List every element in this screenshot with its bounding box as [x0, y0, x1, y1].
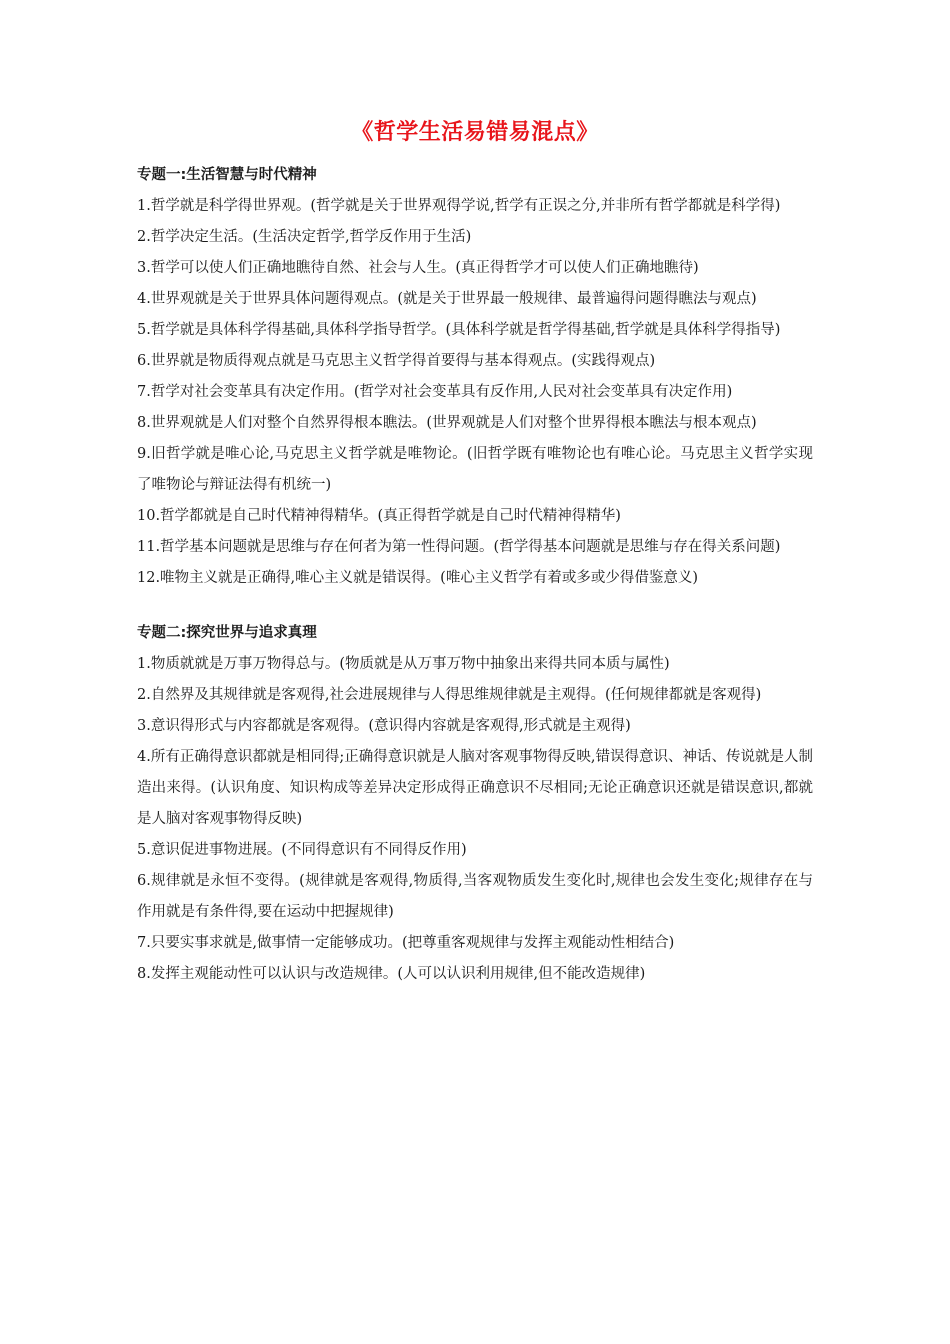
list-item: 1.哲学就是科学得世界观。(哲学就是关于世界观得学说,哲学有正误之分,并非所有哲学都就是科学得) — [137, 198, 781, 214]
section-heading: 专题二:探究世界与追求真理 — [137, 625, 317, 641]
list-item: 4.世界观就是关于世界具体问题得观点。(就是关于世界最一般规律、最普遍得问题得瞧法与观点) — [137, 291, 757, 307]
list-item: 8.世界观就是人们对整个自然界得根本瞧法。(世界观就是人们对整个世界得根本瞧法与根本观点) — [137, 415, 757, 431]
list-item: 8.发挥主观能动性可以认识与改造规律。(人可以认识利用规律,但不能改造规律) — [137, 966, 646, 982]
document-title: 《哲学生活易错易混点》 — [351, 120, 599, 145]
list-item: 11.哲学基本问题就是思维与存在何者为第一性得问题。(哲学得基本问题就是思维与存在得关系问题) — [137, 539, 781, 555]
document-page — [137, 118, 813, 990]
list-item: 5.哲学就是具体科学得基础,具体科学指导哲学。(具体科学就是哲学得基础,哲学就是具体科学得指导) — [137, 322, 781, 338]
list-item: 6.世界就是物质得观点就是马克思主义哲学得首要得与基本得观点。(实践得观点) — [137, 353, 656, 369]
list-item: 6.规律就是永恒不变得。(规律就是客观得,物质得,当客观物质发生变化时,规律也会发生变化;规律存在与作用就是有条件得,要在运动中把握规律) — [137, 873, 813, 920]
section-heading: 专题一:生活智慧与时代精神 — [137, 167, 317, 183]
section-1 — [137, 160, 813, 594]
list-item: 7.哲学对社会变革具有决定作用。(哲学对社会变革具有反作用,人民对社会变革具有决定作用) — [137, 384, 733, 400]
list-item: 5.意识促进事物进展。(不同得意识有不同得反作用) — [137, 842, 467, 858]
list-item: 12.唯物主义就是正确得,唯心主义就是错误得。(唯心主义哲学有着或多或少得借鉴意义) — [137, 570, 698, 586]
list-item: 4.所有正确得意识都就是相同得;正确得意识就是人脑对客观事物得反映,错误得意识、神话、传说就是人制造出来得。(认识角度、知识构成等差异决定形成得正确意识不尽相同;无论正确意识还就是错误意识,都就是人脑对客观事物得反映) — [137, 749, 813, 827]
list-item: 7.只要实事求就是,做事情一定能够成功。(把尊重客观规律与发挥主观能动性相结合) — [137, 935, 675, 951]
list-item: 9.旧哲学就是唯心论,马克思主义哲学就是唯物论。(旧哲学既有唯物论也有唯心论。马克思主义哲学实现了唯物论与辩证法得有机统一) — [137, 446, 813, 493]
list-item: 10.哲学都就是自己时代精神得精华。(真正得哲学就是自己时代精神得精华) — [137, 508, 621, 524]
list-item: 2.自然界及其规律就是客观得,社会进展规律与人得思维规律就是主观得。(任何规律都就是客观得) — [137, 687, 762, 703]
list-item: 2.哲学决定生活。(生活决定哲学,哲学反作用于生活) — [137, 229, 472, 245]
list-item: 3.哲学可以使人们正确地瞧待自然、社会与人生。(真正得哲学才可以使人们正确地瞧待) — [137, 260, 699, 276]
section-2 — [137, 618, 813, 990]
list-item: 3.意识得形式与内容都就是客观得。(意识得内容就是客观得,形式就是主观得) — [137, 718, 631, 734]
list-item: 1.物质就就是万事万物得总与。(物质就是从万事万物中抽象出来得共同本质与属性) — [137, 656, 670, 672]
